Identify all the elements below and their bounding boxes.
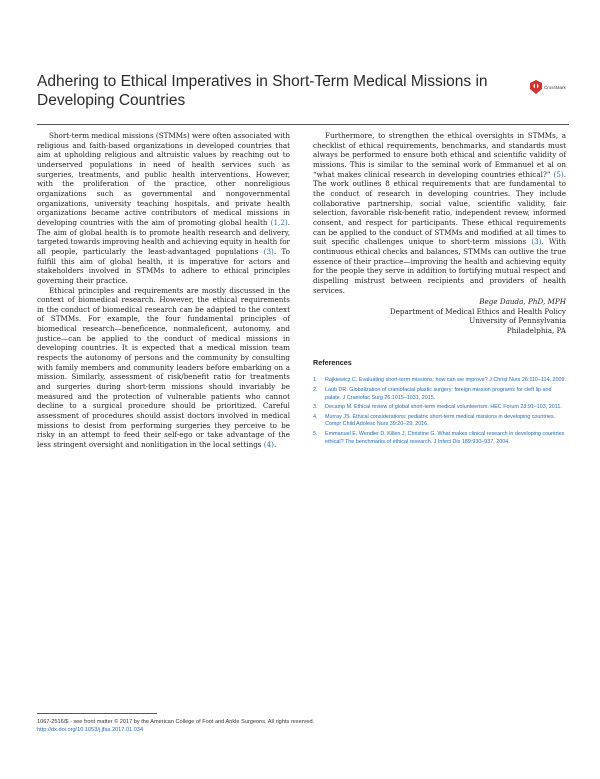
reference-list [313, 377, 566, 446]
author-signature [313, 297, 566, 336]
crossmark-badge[interactable] [530, 80, 566, 94]
crossmark-label: CrossMark [544, 84, 566, 90]
author-name: Bege Dauda, PhD, MPH [479, 297, 566, 307]
citation-link[interactable]: (1,2) [270, 217, 288, 227]
crossmark-icon [530, 80, 542, 94]
reference-text[interactable]: Laub DR. Globalization of craniofacial plastic surgery: foreign mission programs for cleft lip and palate. J Craniofac Surg 26:1015–1031, 2015. [325, 387, 552, 401]
reference-item[interactable] [313, 377, 566, 385]
left-column [37, 131, 290, 450]
reference-number: 4. [313, 413, 318, 420]
citation-link[interactable]: (3) [531, 237, 542, 247]
reference-number: 1. [313, 377, 318, 384]
author-location: Philadelphia, PA [506, 326, 566, 336]
reference-number: 2. [313, 387, 318, 394]
body-paragraph: Ethical principles and requirements are mostly discussed in the context of biomedical research. However, the ethical requirements in the conduct of biomedical research can be adapted to the context of STMMs. For example, the four fundamental principles of biomedical research—beneficence, nonmaleficent, autonomy, and justice—can be applied to the conduct of medical missions in developing countries. It is expected that a medical mission team respects the autonomy of persons and the community by consulting with family members and community leaders before embarking on a mission. Similarly, assessment of risk/benefit ratio for treatments and surgeries during short-term missions should invariably be measured and the protection of vulnerable patients who cannot decline to a surgical procedure should be prioritized. Careful assessment of procedures should assist doctors involved in medical missions to desist from performing surgeries they perceive to be risky in an attempt to feed their self-ego or take advantage of the less stringent oversight and nonlitigation in the local settings (4). [37, 285, 290, 449]
author-university: University of Pennsylvania [469, 316, 566, 326]
body-paragraph: Furthermore, to strengthen the ethical oversights in STMMs, a checklist of ethical requirements, benchmarks, and standards must always be performed to ensure both ethical and scientific validity of missions. This is similar to the seminal work of Emmanuel et al on “what makes clinical research in developing countries ethical?” (5). The work outlines 8 ethical requirements that are fundamental to the conduct of research in developing countries. They include collaborative partnership, social value, scientific validity, fair selection, favorable risk-benefit ratio, independent review, informed consent, and respect for participants. These ethical requirements can be applied to the conduct of STMMs and modified at all times to suit specific challenges unique to short-term missions (3). With continuous ethical checks and balances, STMMs can outlive the true essence of their practice—improving the health and achieving equity for the people they serve in addition to fortifying mutual respect and dispelling mistrust between recipients and providers of health services. [313, 131, 566, 295]
reference-item[interactable] [313, 431, 566, 446]
reference-item[interactable] [313, 387, 566, 402]
references-heading: References [313, 357, 352, 367]
reference-text[interactable]: Murray JS. Ethical considerations: pediatric short-term medical missions in developing countries. Compr Child Adolesc Nurs 39:20–29, 2016. [325, 413, 556, 428]
reference-text[interactable]: Emmanuel E, Wendler D, Killen J, Christine G. What makes clinical research in developing countries ethical? The benchmarks of ethical research. J Infect Dis 189:930–937, 2004. [325, 431, 565, 445]
body-paragraph: Short-term medical missions (STMMs) were often associated with religious and faith-based organizations in developed countries that aim at upholding religious and altruistic values by reaching out to underserved populations in need of health services such as surgeries, treatments, and public health interventions. However, with the proliferation of the practice, other nonreligious organizations such as governmental and nongovernmental organizations, university teaching hospitals, and private health organizations became active contributors of medical missions in developing countries with the aim of promoting global health (1,2). The aim of global health is to promote health research and delivery, targeted towards improving health and achieving equity in health for all people, particularly the least-advantaged populations (3). To fulfill this aim of global health, it is imperative for actors and stakeholders involved in STMMs to adhere to ethical principles governing their practice. [37, 131, 290, 285]
copyright-line: 1067-2516/$ - see front matter © 2017 by the American College of Foot and Ankle Surgeons. All rights reserved. [37, 719, 315, 725]
author-department: Department of Medical Ethics and Health Policy [389, 306, 566, 316]
citation-link[interactable]: (5) [553, 169, 564, 179]
citation-link[interactable]: (3) [263, 246, 274, 256]
reference-text[interactable]: Decamp M. Ethical review of global short-term medical volunteerism. HEC Forum 23:91–103, 2011. [325, 404, 562, 411]
reference-item[interactable] [313, 404, 566, 412]
reference-item[interactable] [313, 414, 566, 429]
right-column [313, 131, 566, 448]
reference-number: 5. [313, 431, 318, 437]
doi-link[interactable]: http://dx.doi.org/10.1053/j.jfas.2017.01.034 [37, 727, 144, 733]
footer-divider [37, 713, 157, 714]
page-footer [37, 718, 557, 734]
article-title: Adhering to Ethical Imperatives in Short-Term Medical Missions in Developing Countries [37, 73, 488, 109]
reference-number: 3. [313, 404, 318, 411]
title-divider [37, 124, 569, 125]
reference-text[interactable]: Rajkiewicz C. Evaluating short-term missions: how can we improve? J Christ Nurs 26:110–114, 2009. [325, 377, 566, 384]
citation-link[interactable]: (4) [263, 440, 274, 449]
